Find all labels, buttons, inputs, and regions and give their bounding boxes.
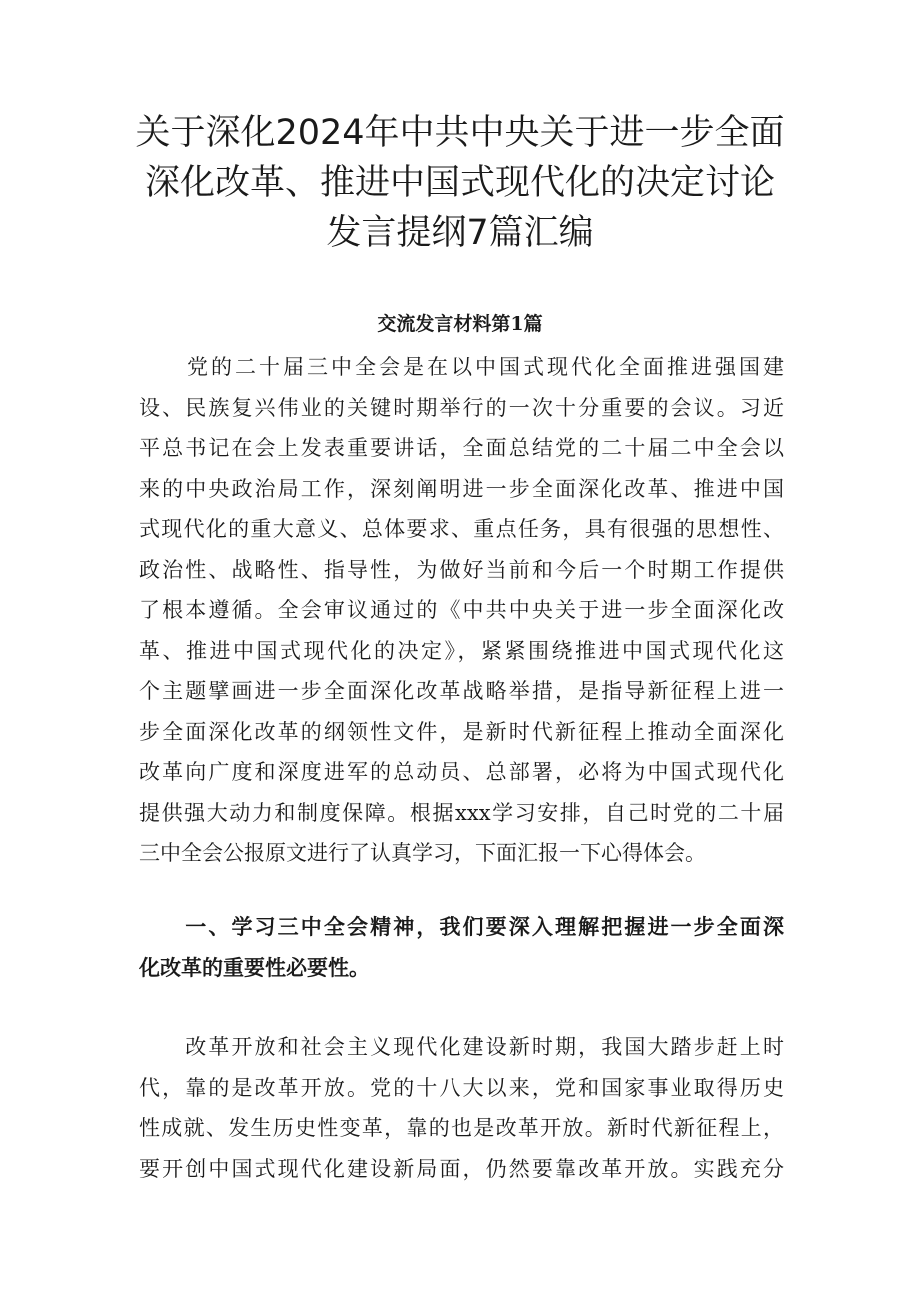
paragraph-intro — [139, 347, 784, 874]
text-line: 改革向广度和深度进军的总动员、总部署，必将为中国式现代化 — [139, 760, 784, 784]
title-line: 关于深化2024年中共中央关于进一步全面 — [135, 113, 785, 153]
text-line: 改革开放和社会主义现代化建设新时期，我国大踏步赶上时 — [139, 1035, 784, 1059]
text-line: 化改革的重要性必要性。 — [139, 954, 370, 980]
text-line: 平总书记在会上发表重要讲话，全面总结党的二十届二中全会以 — [139, 436, 784, 460]
text-line: 设、民族复兴伟业的关键时期举行的一次十分重要的会议。习近 — [139, 395, 784, 420]
paragraph-body — [139, 1027, 784, 1189]
text-line: 党的二十届三中全会是在以中国式现代化全面推进强国建 — [139, 355, 784, 379]
text-line: 三中全会公报原文进行了认真学习，下面汇报一下心得体会。 — [139, 841, 706, 865]
text-line: 了根本遵循。全会审议通过的《中共中央关于进一步全面深化改 — [139, 598, 784, 622]
text-line: 政治性、战略性、指导性，为做好当前和今后一个时期工作提供 — [139, 557, 784, 582]
text-line: 一、学习三中全会精神，我们要深入理解把握进一步全面深 — [139, 914, 784, 939]
text-line: 个主题擘画进一步全面深化改革战略举措，是指导新征程上进一 — [139, 679, 784, 703]
text-line: 要开创中国式现代化建设新局面，仍然要靠改革开放。实践充分 — [139, 1156, 784, 1181]
text-line: 步全面深化改革的纲领性文件，是新时代新征程上推动全面深化 — [139, 719, 784, 744]
text-line: 性成就、发生历史性变革，靠的也是改革开放。新时代新征程上， — [139, 1116, 784, 1140]
section-heading: 交流发言材料第1篇 — [377, 313, 543, 335]
document-title — [100, 108, 820, 258]
title-line: 深化改革、推进中国式现代化的决定讨论 — [144, 163, 775, 203]
text-line: 提供强大动力和制度保障。根据xxx学习安排，自己时党的二十届 — [139, 800, 784, 825]
subheading-paragraph — [139, 907, 784, 988]
text-line: 代，靠的是改革开放。党的十八大以来，党和国家事业取得历史 — [139, 1075, 784, 1100]
title-line: 发言提纲7篇汇编 — [326, 213, 594, 253]
text-line: 革、推进中国式现代化的决定》，紧紧围绕推进中国式现代化这 — [139, 638, 784, 663]
text-line: 来的中央政治局工作，深刻阐明进一步全面深化改革、推进中国 — [139, 476, 784, 501]
text-line: 式现代化的重大意义、总体要求、重点任务，具有很强的思想性、 — [139, 517, 784, 541]
